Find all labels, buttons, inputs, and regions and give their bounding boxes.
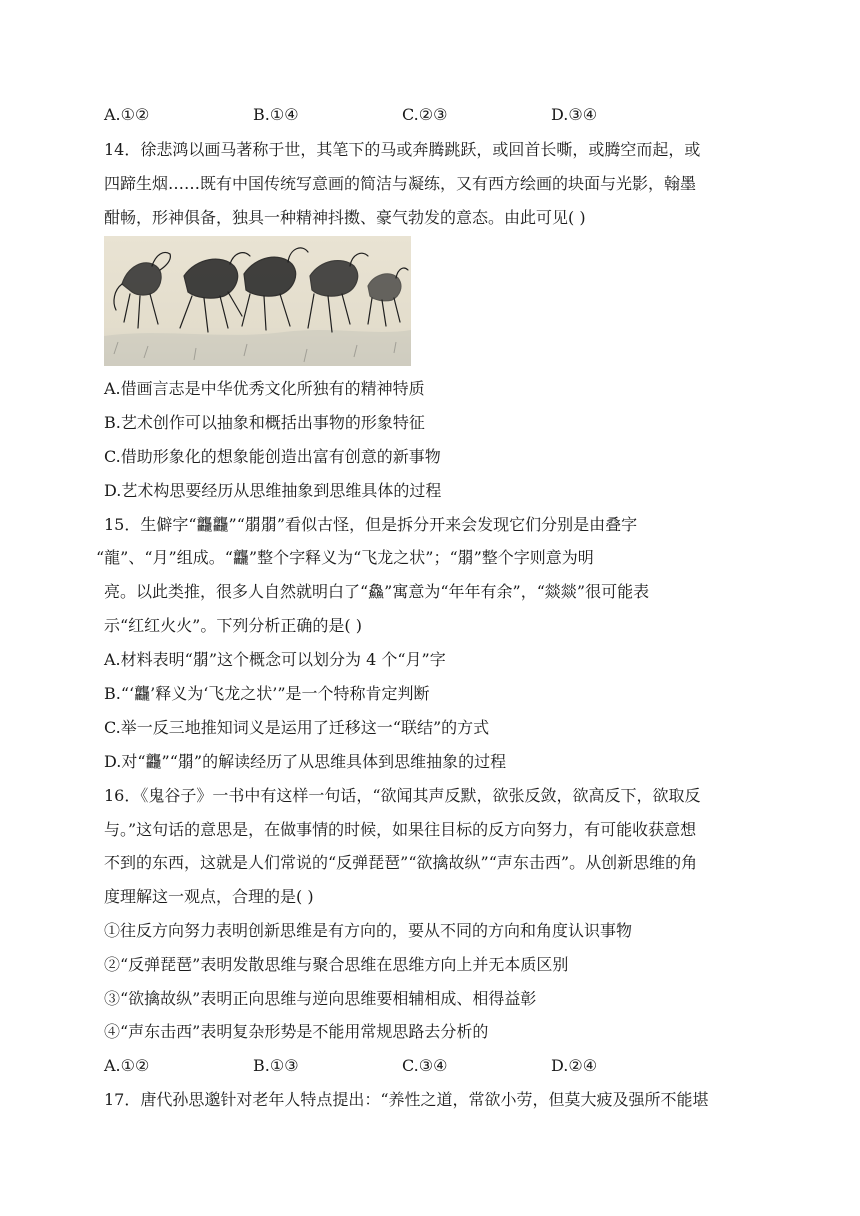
q14-stem-line-3: 酣畅，形神俱备，独具一种精神抖擞、豪气勃发的意态。由此可见( ): [104, 208, 586, 227]
q16-stem-line-2: 与。”这句话的意思是，在做事情的时候，如果往目标的反方向努力，有可能收获意想: [104, 820, 697, 839]
q15-stem-line-3: 亮。以此类推，很多人自然就明白了“鱻”寓意为“年年有余”，“燚燚”很可能表: [104, 582, 650, 601]
q14-option-d: D.艺术构思要经历从思维抽象到思维具体的过程: [104, 481, 442, 500]
q16-stem-line-3: 不到的东西，这就是人们常说的“反弹琵琶”“欲擒故纵”“声东击西”。从创新思维的角: [104, 853, 698, 872]
q16-options: [104, 1055, 700, 1077]
q14-stem-line-1: 14．徐悲鸿以画马著称于世，其笔下的马或奔腾跳跃，或回首长嘶，或腾空而起，或: [104, 140, 701, 159]
q15-option-c: C.举一反三地推知词义是运用了迁移这一“联结”的方式: [104, 718, 490, 737]
q15-stem-line-1: 15．生僻字“龘龘”“朤朤”看似古怪，但是拆分开来会发现它们分别是由叠字: [104, 515, 638, 534]
q16-option-b: B.①③: [253, 1056, 299, 1075]
q15-option-d: D.对“龘”“朤”的解读经历了从思维具体到思维抽象的过程: [104, 752, 507, 771]
horses-painting-image: [104, 236, 411, 366]
q16-option-c: C.③④: [402, 1056, 448, 1075]
q13-options: [104, 104, 700, 126]
q15-option-a: A.材料表明“朤”这个概念可以划分为 4 个“月”字: [104, 650, 446, 669]
q13-option-c: C.②③: [402, 105, 448, 124]
q14-option-a: A.借画言志是中华优秀文化所独有的精神特质: [104, 379, 425, 398]
q16-option-d: D.②④: [551, 1056, 598, 1075]
q16-stem-line-4: 度理解这一观点，合理的是( ): [104, 887, 314, 906]
q15-stem-line-2: “龍”、“月”组成。“龘”整个字释义为“飞龙之状”；“朤”整个字则意为明: [96, 548, 594, 567]
q14-option-c: C.借助形象化的想象能创造出富有创意的新事物: [104, 447, 441, 466]
q13-option-b: B.①④: [253, 105, 299, 124]
q15-option-b: B.“‘龘’释义为‘飞龙之状’”是一个特称肯定判断: [104, 684, 430, 703]
q16-statement-1: ①往反方向努力表明创新思维是有方向的，要从不同的方向和角度认识事物: [104, 921, 633, 940]
q16-stem-line-1: 16．《鬼谷子》一书中有这样一句话，“欲闻其声反默，欲张反敛，欲高反下，欲取反: [104, 786, 701, 805]
q15-stem-line-4: 示“红红火火”。下列分析正确的是( ): [104, 616, 362, 635]
q16-statement-4: ④“声东击西”表明复杂形势是不能用常规思路去分析的: [104, 1022, 489, 1041]
q16-statement-2: ②“反弹琵琶”表明发散思维与聚合思维在思维方向上并无本质区别: [104, 955, 569, 974]
q13-option-a: A.①②: [104, 105, 150, 124]
q13-option-d: D.③④: [551, 105, 598, 124]
q17-stem-line-1: 17．唐代孙思邈针对老年人特点提出：“养性之道，常欲小劳，但莫大疲及强所不能堪: [104, 1090, 709, 1109]
q14-stem-line-2: 四蹄生烟……既有中国传统写意画的简洁与凝练，又有西方绘画的块面与光影，翰墨: [104, 174, 697, 193]
q14-option-b: B.艺术创作可以抽象和概括出事物的形象特征: [104, 413, 425, 432]
q16-statement-3: ③“欲擒故纵”表明正向思维与逆向思维要相辅相成、相得益彰: [104, 989, 537, 1008]
q16-option-a: A.①②: [104, 1056, 150, 1075]
